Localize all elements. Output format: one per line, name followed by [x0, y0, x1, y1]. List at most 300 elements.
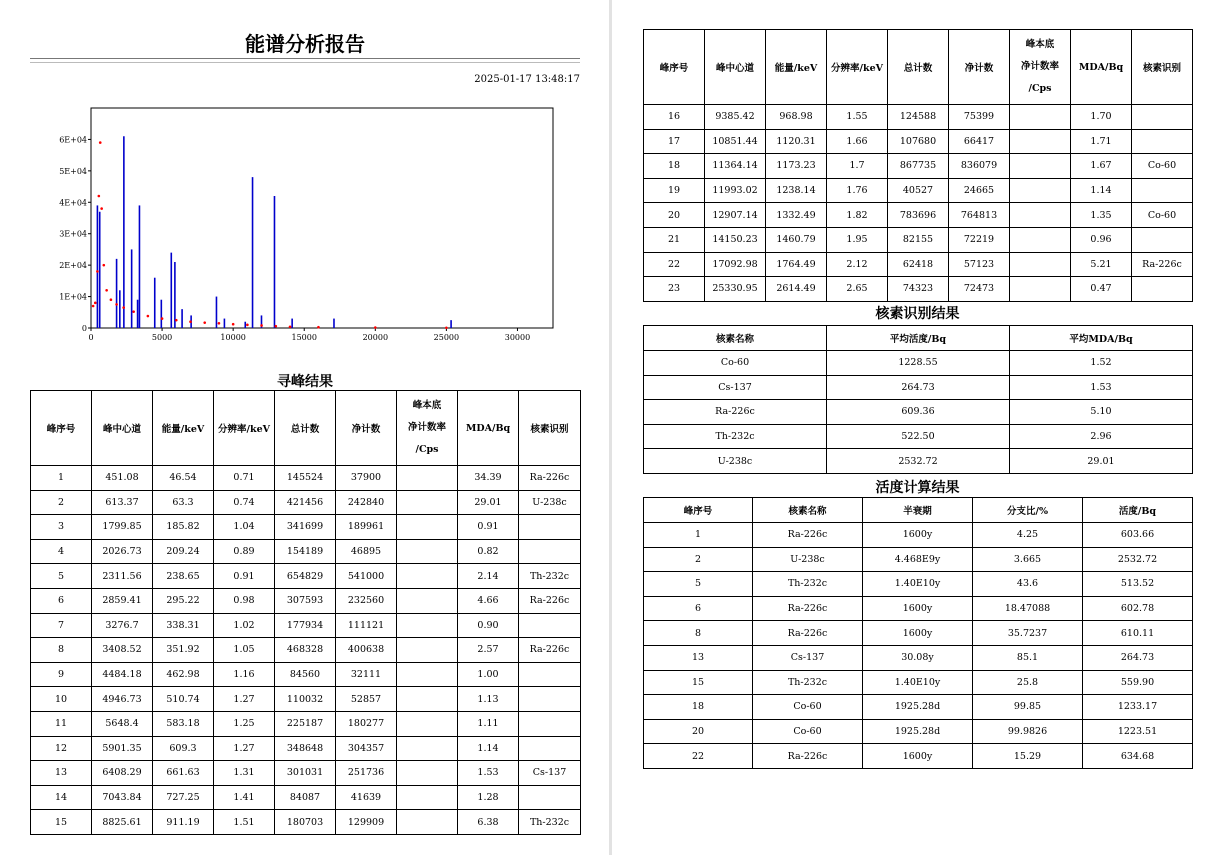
peak-table-cell: 7043.84	[92, 785, 153, 810]
activity-table-cell: 1925.28d	[863, 719, 973, 744]
peak-table-cell: 2.65	[827, 277, 888, 302]
peak-table-cell	[397, 662, 458, 687]
activity-table-cell: 1600y	[863, 523, 973, 548]
peak-table-cell	[519, 736, 581, 761]
peak-table-cell	[1132, 178, 1193, 203]
peak-table-cell: 0.96	[1071, 227, 1132, 252]
peak-table-cell: 3408.52	[92, 638, 153, 663]
peak-table-cell: 295.22	[153, 588, 214, 613]
peak-table-cell	[397, 564, 458, 589]
activity-table-cell: Cs-137	[753, 645, 863, 670]
peak-table-cell: 583.18	[153, 711, 214, 736]
peak-table-cell: 1.7	[827, 154, 888, 179]
peak-table-row	[644, 227, 1193, 252]
report-title: 能谱分析报告	[245, 32, 365, 56]
peak-table-header-row	[31, 391, 581, 466]
peak-table-cell: 836079	[949, 154, 1010, 179]
nuclide-table-cell: 1.52	[1010, 351, 1193, 376]
peak-table-cell: 24665	[949, 178, 1010, 203]
nuclide-results-title: 核素识别结果	[875, 306, 960, 322]
activity-table-cell: Ra-226c	[753, 523, 863, 548]
spectrum-point	[102, 264, 105, 267]
peak-table-header-cell: 峰本底 净计数率 /Cps	[1010, 30, 1071, 105]
peak-results-title: 寻峰结果	[277, 374, 333, 390]
peak-table-cell: 783696	[888, 203, 949, 228]
peak-table-cell	[1010, 277, 1071, 302]
peak-results-table-a	[30, 390, 581, 835]
spectrum-point	[98, 195, 101, 198]
peak-table-cell: 468328	[275, 638, 336, 663]
peak-table-cell: 0.71	[214, 466, 275, 491]
nuclide-table-cell: 2.96	[1010, 424, 1193, 449]
peak-table-cell: 1.67	[1071, 154, 1132, 179]
x-tick-label: 30000	[504, 333, 531, 342]
activity-table-row	[644, 621, 1193, 646]
activity-table-cell: 634.68	[1083, 744, 1193, 769]
nuclide-table-header-row	[644, 326, 1193, 351]
peak-table-cell: 5	[31, 564, 92, 589]
peak-table-cell: Ra-226c	[519, 638, 581, 663]
peak-table-cell: 0.91	[458, 515, 519, 540]
peak-table-header-cell: 总计数	[888, 30, 949, 105]
activity-table-cell: 1.40E10y	[863, 670, 973, 695]
peak-table-cell: 1.13	[458, 687, 519, 712]
peak-table-cell: 1.04	[214, 515, 275, 540]
activity-table-cell: 99.9826	[973, 719, 1083, 744]
peak-table-cell	[397, 490, 458, 515]
peak-table-cell: U-238c	[519, 490, 581, 515]
spectrum-point	[260, 324, 263, 327]
activity-table-cell: 3.665	[973, 547, 1083, 572]
peak-table-cell: 13	[31, 761, 92, 786]
peak-table-cell: 304357	[336, 736, 397, 761]
peak-table-cell: 2.14	[458, 564, 519, 589]
peak-table-row	[31, 466, 581, 491]
peak-table-cell: 17	[644, 129, 705, 154]
peak-table-cell: 2	[31, 490, 92, 515]
peak-table-row	[31, 687, 581, 712]
activity-table-row	[644, 744, 1193, 769]
peak-table-cell: 1.02	[214, 613, 275, 638]
peak-table-header-cell: 分辨率/keV	[827, 30, 888, 105]
peak-table-cell: 613.37	[92, 490, 153, 515]
peak-table-cell	[397, 736, 458, 761]
peak-table-cell: 1.11	[458, 711, 519, 736]
peak-table-cell	[1132, 105, 1193, 130]
nuclide-table-row	[644, 351, 1193, 376]
activity-table-header-cell: 半衰期	[863, 498, 973, 523]
peak-table-cell: Th-232c	[519, 564, 581, 589]
spectrum-point	[100, 207, 103, 210]
activity-table-cell: 99.85	[973, 695, 1083, 720]
spectrum-point	[92, 305, 95, 308]
peak-table-header-row	[644, 30, 1193, 105]
peak-table-cell: 82155	[888, 227, 949, 252]
peak-table-cell	[397, 810, 458, 835]
peak-table-cell: 1.05	[214, 638, 275, 663]
peak-table-cell: 0.98	[214, 588, 275, 613]
peak-table-cell: 1.55	[827, 105, 888, 130]
peak-table-cell: 1.53	[458, 761, 519, 786]
peak-table-cell: 301031	[275, 761, 336, 786]
nuclide-table-cell: Cs-137	[644, 375, 827, 400]
peak-table-cell: 1238.14	[766, 178, 827, 203]
peak-table-cell: 6	[31, 588, 92, 613]
peak-table-cell: 129909	[336, 810, 397, 835]
peak-table-cell: 2026.73	[92, 539, 153, 564]
spectrum-point	[232, 323, 235, 326]
peak-table-cell	[1010, 203, 1071, 228]
activity-table-cell: 18	[644, 695, 753, 720]
peak-table-row	[31, 711, 581, 736]
peak-table-cell: 189961	[336, 515, 397, 540]
peak-table-cell: 232560	[336, 588, 397, 613]
peak-table-cell: 5648.4	[92, 711, 153, 736]
peak-table-cell: 0.82	[458, 539, 519, 564]
peak-table-cell: 1.35	[1071, 203, 1132, 228]
peak-table-cell: 41639	[336, 785, 397, 810]
peak-table-cell: 351.92	[153, 638, 214, 663]
peak-table-cell: 2311.56	[92, 564, 153, 589]
activity-table-cell: U-238c	[753, 547, 863, 572]
nuclide-table-row	[644, 375, 1193, 400]
peak-table-cell: 2.12	[827, 252, 888, 277]
spectrum-point	[110, 298, 113, 301]
peak-table-cell: 462.98	[153, 662, 214, 687]
peak-table-cell: 1.25	[214, 711, 275, 736]
activity-table-row	[644, 695, 1193, 720]
peak-table-cell: 23	[644, 277, 705, 302]
peak-table-cell: 11364.14	[705, 154, 766, 179]
nuclide-table-cell: 609.36	[827, 400, 1010, 425]
peak-table-cell: 400638	[336, 638, 397, 663]
activity-table-cell: 2532.72	[1083, 547, 1193, 572]
activity-table-cell: Ra-226c	[753, 744, 863, 769]
peak-table-cell: 11	[31, 711, 92, 736]
peak-table-cell: 510.74	[153, 687, 214, 712]
peak-table-cell	[397, 687, 458, 712]
activity-results-title: 活度计算结果	[875, 480, 960, 496]
peak-table-cell: 84087	[275, 785, 336, 810]
peak-table-cell: 1.28	[458, 785, 519, 810]
activity-table-cell: 4.25	[973, 523, 1083, 548]
peak-table-cell: 18	[644, 154, 705, 179]
peak-table-cell: 32111	[336, 662, 397, 687]
activity-table-row	[644, 547, 1193, 572]
peak-table-cell	[397, 539, 458, 564]
peak-table-row	[31, 810, 581, 835]
nuclide-table-cell: 1.53	[1010, 375, 1193, 400]
nuclide-table-row	[644, 424, 1193, 449]
peak-table-cell: 63.3	[153, 490, 214, 515]
peak-table-cell: 1.71	[1071, 129, 1132, 154]
activity-table-cell: 1223.51	[1083, 719, 1193, 744]
peak-table-cell: 62418	[888, 252, 949, 277]
y-tick-label: 3E+04	[59, 229, 87, 239]
peak-table-cell: 251736	[336, 761, 397, 786]
peak-table-header-cell: 净计数	[336, 391, 397, 466]
report-timestamp: 2025-01-17 13:48:17	[474, 74, 580, 85]
peak-table-cell: 12907.14	[705, 203, 766, 228]
activity-table-header-cell: 活度/Bq	[1083, 498, 1193, 523]
activity-table-cell: 1925.28d	[863, 695, 973, 720]
peak-table-cell	[397, 588, 458, 613]
y-tick-label: 1E+04	[59, 292, 87, 302]
peak-table-cell: 1120.31	[766, 129, 827, 154]
peak-table-cell: 764813	[949, 203, 1010, 228]
peak-table-cell: 20	[644, 203, 705, 228]
peak-table-cell: 75399	[949, 105, 1010, 130]
y-tick-label: 0	[81, 324, 87, 333]
peak-table-cell: 1.95	[827, 227, 888, 252]
peak-table-cell	[397, 761, 458, 786]
peak-table-cell: Th-232c	[519, 810, 581, 835]
peak-table-cell: 9385.42	[705, 105, 766, 130]
peak-table-row	[31, 638, 581, 663]
activity-table-cell: 603.66	[1083, 523, 1193, 548]
peak-table-cell: 52857	[336, 687, 397, 712]
peak-table-row	[31, 761, 581, 786]
peak-table-cell: 145524	[275, 466, 336, 491]
peak-table-cell: 1460.79	[766, 227, 827, 252]
peak-table-cell	[519, 613, 581, 638]
activity-table-cell: Th-232c	[753, 572, 863, 597]
peak-table-row	[31, 785, 581, 810]
peak-table-cell	[1132, 277, 1193, 302]
activity-table-cell: 1.40E10y	[863, 572, 973, 597]
activity-table-row	[644, 596, 1193, 621]
peak-table-cell: 225187	[275, 711, 336, 736]
nuclide-table-header-cell: 平均活度/Bq	[827, 326, 1010, 351]
activity-table-row	[644, 670, 1193, 695]
peak-table-header-cell: 峰中心道	[705, 30, 766, 105]
peak-table-cell: 177934	[275, 613, 336, 638]
activity-table-cell: 22	[644, 744, 753, 769]
peak-table-cell	[519, 539, 581, 564]
nuclide-table-cell: 522.50	[827, 424, 1010, 449]
peak-table-cell: 6.38	[458, 810, 519, 835]
nuclide-results-table	[643, 325, 1193, 474]
activity-table-cell: Th-232c	[753, 670, 863, 695]
activity-table-cell: 15	[644, 670, 753, 695]
y-tick-label: 4E+04	[59, 198, 87, 208]
activity-table-cell: 13	[644, 645, 753, 670]
activity-table-cell: 85.1	[973, 645, 1083, 670]
peak-table-cell: 4	[31, 539, 92, 564]
peak-table-cell: 1.14	[458, 736, 519, 761]
peak-table-cell: 1332.49	[766, 203, 827, 228]
spectrum-point	[147, 315, 150, 318]
peak-table-cell: 8	[31, 638, 92, 663]
peak-table-cell: 57123	[949, 252, 1010, 277]
activity-table-cell: Ra-226c	[753, 621, 863, 646]
peak-table-header-cell: 核素识别	[1132, 30, 1193, 105]
peak-table-cell: 66417	[949, 129, 1010, 154]
peak-table-row	[31, 736, 581, 761]
peak-table-cell: 451.08	[92, 466, 153, 491]
activity-table-header-cell: 峰序号	[644, 498, 753, 523]
spectrum-point	[122, 306, 125, 309]
peak-table-cell: 154189	[275, 539, 336, 564]
peak-table-cell: 7	[31, 613, 92, 638]
peak-table-cell: 9	[31, 662, 92, 687]
spectrum-point	[246, 324, 249, 327]
peak-table-cell: 1.70	[1071, 105, 1132, 130]
peak-table-cell: 111121	[336, 613, 397, 638]
activity-table-cell: Co-60	[753, 695, 863, 720]
peak-table-header-cell: 核素识别	[519, 391, 581, 466]
activity-table-cell: 8	[644, 621, 753, 646]
peak-table-cell: 654829	[275, 564, 336, 589]
nuclide-table-cell: Co-60	[644, 351, 827, 376]
nuclide-table-cell: U-238c	[644, 449, 827, 474]
spectrum-point	[94, 302, 97, 305]
title-rule-thin	[30, 62, 580, 63]
energy-spectrum-chart	[58, 102, 568, 347]
peak-table-cell: 72219	[949, 227, 1010, 252]
y-tick-label: 5E+04	[59, 166, 87, 176]
peak-table-cell	[1010, 129, 1071, 154]
spectrum-point	[445, 326, 448, 329]
peak-table-cell: 46895	[336, 539, 397, 564]
peak-table-cell: 1.66	[827, 129, 888, 154]
peak-table-cell: 1.31	[214, 761, 275, 786]
peak-table-cell: 1.14	[1071, 178, 1132, 203]
peak-table-row	[644, 129, 1193, 154]
peak-table-cell: 307593	[275, 588, 336, 613]
peak-table-cell: 5901.35	[92, 736, 153, 761]
y-tick-label: 2E+04	[59, 261, 87, 271]
peak-table-header-cell: 峰本底 净计数率 /Cps	[397, 391, 458, 466]
activity-results-table	[643, 497, 1193, 769]
peak-table-cell: 46.54	[153, 466, 214, 491]
peak-table-cell	[519, 711, 581, 736]
peak-table-cell: 1.00	[458, 662, 519, 687]
activity-table-cell: 1600y	[863, 596, 973, 621]
peak-table-cell: 541000	[336, 564, 397, 589]
activity-table-cell: 18.47088	[973, 596, 1083, 621]
peak-table-cell: 74323	[888, 277, 949, 302]
peak-table-cell	[397, 711, 458, 736]
peak-table-cell	[519, 785, 581, 810]
peak-table-cell	[1010, 105, 1071, 130]
nuclide-table-header-cell: 核素名称	[644, 326, 827, 351]
peak-table-cell: 21	[644, 227, 705, 252]
peak-table-cell: Co-60	[1132, 203, 1193, 228]
peak-table-cell	[1010, 154, 1071, 179]
peak-table-header-cell: 能量/keV	[766, 30, 827, 105]
peak-results-table-b	[643, 29, 1193, 302]
peak-table-cell: 1.76	[827, 178, 888, 203]
peak-table-cell: 124588	[888, 105, 949, 130]
peak-table-cell: 29.01	[458, 490, 519, 515]
activity-table-header-cell: 分支比/%	[973, 498, 1083, 523]
peak-table-cell: 8825.61	[92, 810, 153, 835]
plot-frame	[91, 108, 553, 328]
peak-table-cell: 14	[31, 785, 92, 810]
peak-table-cell: 1.41	[214, 785, 275, 810]
peak-table-cell: 12	[31, 736, 92, 761]
x-tick-label: 25000	[433, 333, 460, 342]
peak-table-cell: 2859.41	[92, 588, 153, 613]
nuclide-table-cell: 1228.55	[827, 351, 1010, 376]
peak-table-cell: 242840	[336, 490, 397, 515]
peak-table-header-cell: 总计数	[275, 391, 336, 466]
activity-table-cell: 25.8	[973, 670, 1083, 695]
activity-table-cell: 559.90	[1083, 670, 1193, 695]
peak-table-cell: 185.82	[153, 515, 214, 540]
peak-table-cell: 72473	[949, 277, 1010, 302]
peak-table-cell: 209.24	[153, 539, 214, 564]
activity-table-cell: 20	[644, 719, 753, 744]
peak-table-cell	[397, 613, 458, 638]
peak-table-row	[31, 588, 581, 613]
spectrum-point	[218, 322, 221, 325]
peak-table-cell: 10	[31, 687, 92, 712]
activity-table-cell: 1233.17	[1083, 695, 1193, 720]
spectrum-point	[132, 310, 135, 313]
activity-table-cell: 15.29	[973, 744, 1083, 769]
x-tick-label: 15000	[291, 333, 317, 342]
peak-table-cell: 1173.23	[766, 154, 827, 179]
nuclide-table-cell: 29.01	[1010, 449, 1193, 474]
peak-table-cell: 40527	[888, 178, 949, 203]
activity-table-header-row	[644, 498, 1193, 523]
peak-table-cell: 22	[644, 252, 705, 277]
spectrum-point	[115, 303, 118, 306]
activity-table-cell: 1600y	[863, 621, 973, 646]
peak-table-cell: 180277	[336, 711, 397, 736]
peak-table-cell: Cs-137	[519, 761, 581, 786]
peak-table-cell: 0.47	[1071, 277, 1132, 302]
peak-table-cell: 19	[644, 178, 705, 203]
peak-table-cell: 3276.7	[92, 613, 153, 638]
peak-table-cell	[1010, 227, 1071, 252]
nuclide-table-row	[644, 400, 1193, 425]
peak-table-cell: 867735	[888, 154, 949, 179]
peak-table-cell: 238.65	[153, 564, 214, 589]
y-tick-label: 6E+04	[59, 135, 87, 145]
peak-table-cell: Co-60	[1132, 154, 1193, 179]
nuclide-table-cell: Ra-226c	[644, 400, 827, 425]
peak-table-row	[31, 490, 581, 515]
peak-table-cell: 338.31	[153, 613, 214, 638]
peak-table-header-cell: MDA/Bq	[1071, 30, 1132, 105]
peak-table-cell: 37900	[336, 466, 397, 491]
activity-table-cell: Ra-226c	[753, 596, 863, 621]
peak-table-cell: 661.63	[153, 761, 214, 786]
peak-table-row	[31, 662, 581, 687]
peak-table-cell: 15	[31, 810, 92, 835]
peak-table-header-cell: 分辨率/keV	[214, 391, 275, 466]
peak-table-cell: 1.27	[214, 736, 275, 761]
activity-table-row	[644, 523, 1193, 548]
peak-table-cell: 341699	[275, 515, 336, 540]
peak-table-cell: 421456	[275, 490, 336, 515]
peak-table-cell: 10851.44	[705, 129, 766, 154]
x-tick-label: 10000	[220, 333, 246, 342]
peak-table-cell: 110032	[275, 687, 336, 712]
activity-table-cell: 30.08y	[863, 645, 973, 670]
peak-table-cell	[1010, 178, 1071, 203]
activity-table-cell: 610.11	[1083, 621, 1193, 646]
peak-table-cell: 3	[31, 515, 92, 540]
activity-table-cell: 513.52	[1083, 572, 1193, 597]
peak-table-row	[644, 154, 1193, 179]
peak-table-cell: 6408.29	[92, 761, 153, 786]
peak-table-cell: 1.16	[214, 662, 275, 687]
peak-table-cell: 5.21	[1071, 252, 1132, 277]
